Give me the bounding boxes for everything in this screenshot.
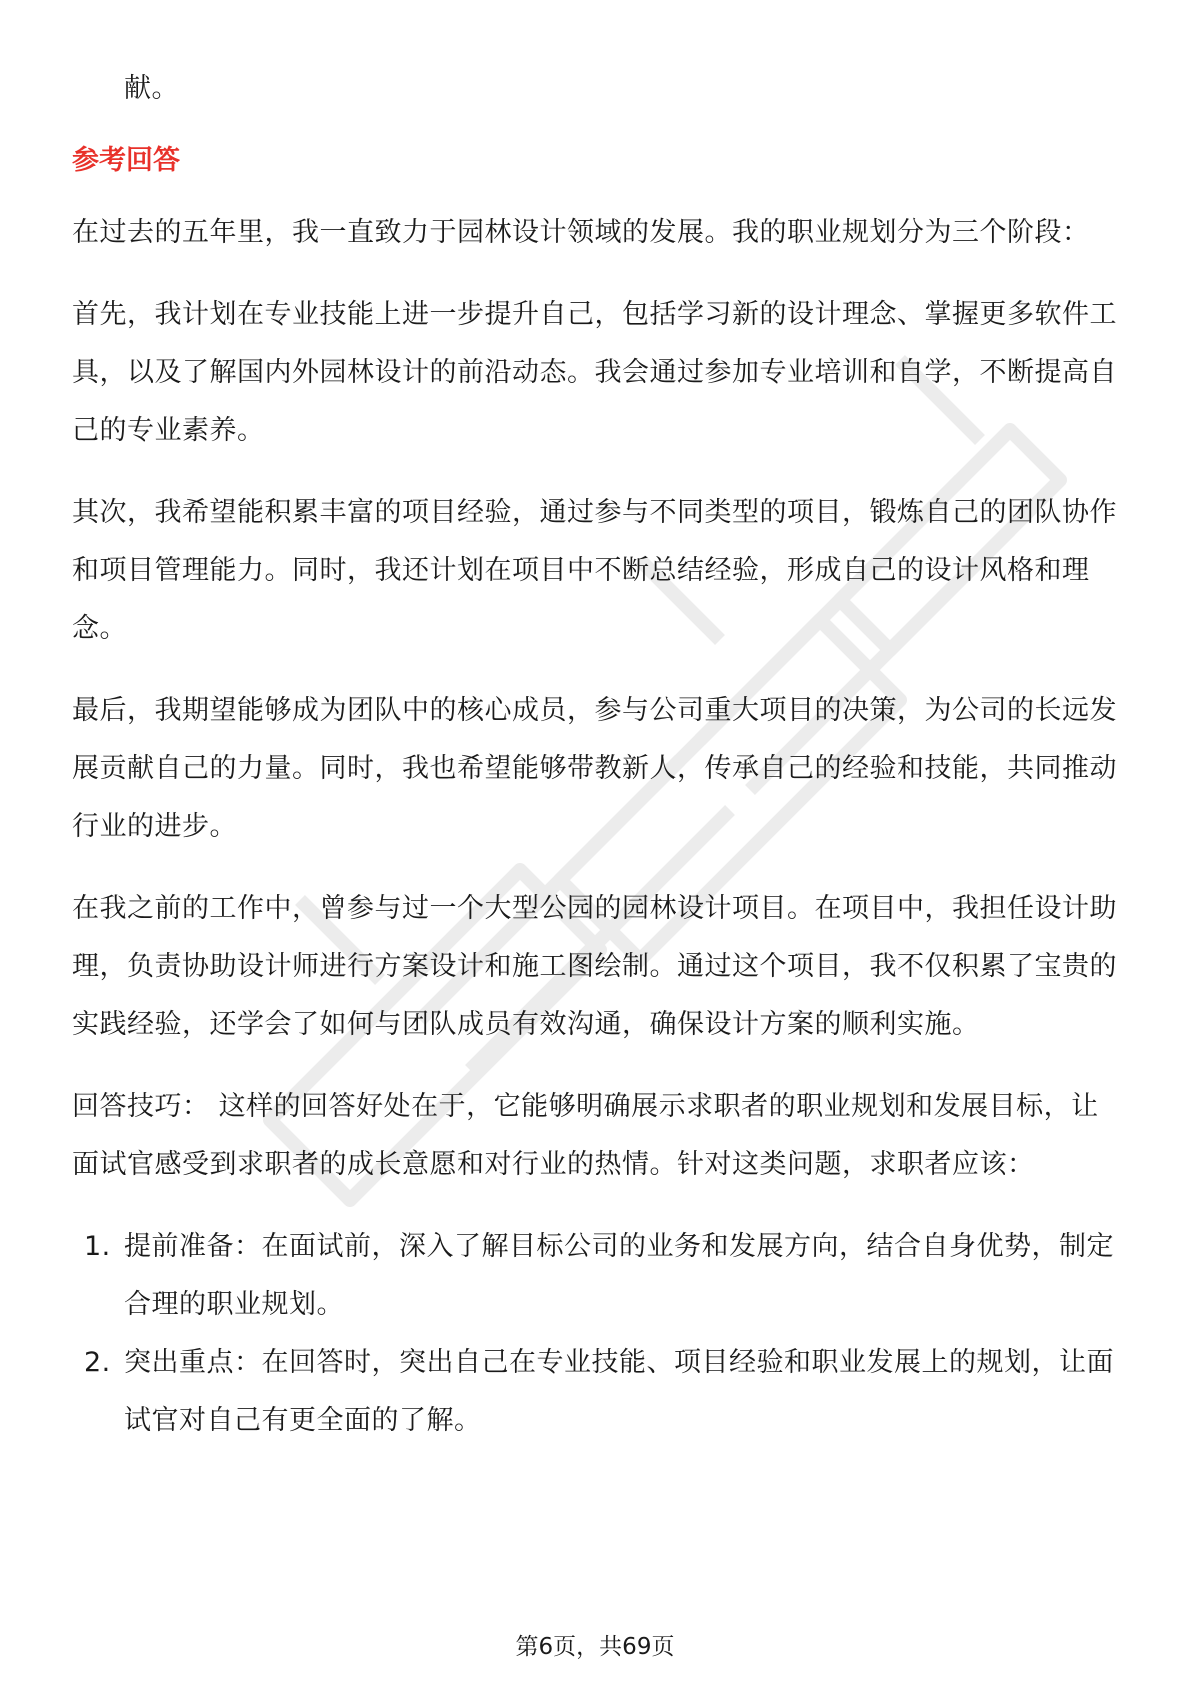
list-item-number: 1.	[84, 1231, 111, 1262]
paragraph-first: 首先，我计划在专业技能上进一步提升自己，包括学习新的设计理念、掌握更多软件工具，以及了解国内外园林设计的前沿动态。我会通过参加专业培训和自学，不断提高自己的专业素养。	[72, 299, 1117, 446]
list-item-number: 2.	[84, 1347, 111, 1378]
paragraph-intro: 在过去的五年里，我一直致力于园林设计领域的发展。我的职业规划分为三个阶段：	[72, 217, 1090, 248]
paragraph-tips-intro: 回答技巧： 这样的回答好处在于，它能够明确展示求职者的职业规划和发展目标，让面试官感受到求职者的成长意愿和对行业的热情。针对这类问题，求职者应该：	[72, 1091, 1099, 1180]
list-item	[72, 1218, 1118, 1334]
list-item	[72, 1334, 1118, 1450]
paragraph-second: 其次，我希望能积累丰富的项目经验，通过参与不同类型的项目，锻炼自己的团队协作和项目管理能力。同时，我还计划在项目中不断总结经验，形成自己的设计风格和理念。	[72, 497, 1117, 644]
carryover-text: 献。	[124, 73, 179, 104]
page-footer: 第6页，共69页	[515, 1634, 675, 1660]
page-content	[72, 60, 1118, 1450]
list-item-text: 突出重点：在回答时，突出自己在专业技能、项目经验和职业发展上的规划，让面试官对自己有更全面的了解。	[124, 1347, 1114, 1436]
paragraph-experience: 在我之前的工作中，曾参与过一个大型公园的园林设计项目。在项目中，我担任设计助理，负责协助设计师进行方案设计和施工图绘制。通过这个项目，我不仅积累了宝贵的实践经验，还学会了如何与团队成员有效沟通，确保设计方案的顺利实施。	[72, 893, 1117, 1040]
paragraph-last: 最后，我期望能够成为团队中的核心成员，参与公司重大项目的决策，为公司的长远发展贡献自己的力量。同时，我也希望能够带教新人，传承自己的经验和技能，共同推动行业的进步。	[72, 695, 1117, 842]
tips-list	[72, 1218, 1118, 1450]
list-item-text: 提前准备：在面试前，深入了解目标公司的业务和发展方向，结合自身优势，制定合理的职业规划。	[124, 1231, 1114, 1320]
section-heading: 参考回答	[72, 145, 180, 176]
